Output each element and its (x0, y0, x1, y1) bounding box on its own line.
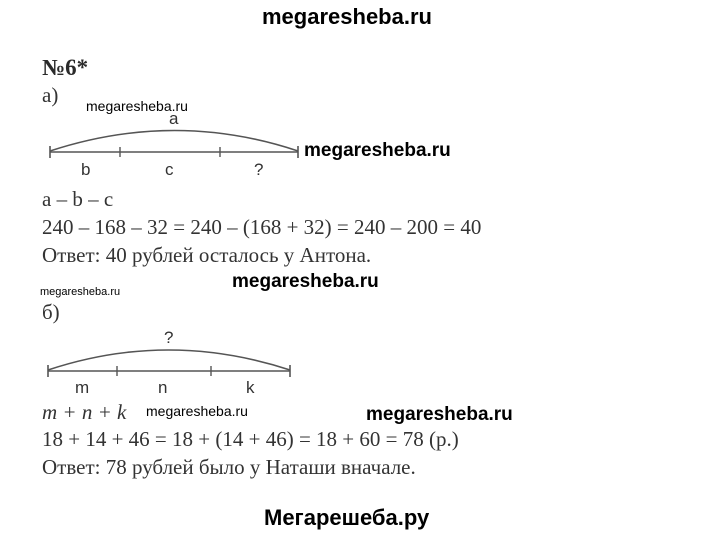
watermark-b-right: megaresheba.ru (366, 404, 513, 425)
watermark-bottom: Мегарешеба.ру (264, 505, 430, 530)
part-a-answer: Ответ: 40 рублей осталось у Антона. (42, 243, 372, 267)
part-a-segment-label: ? (254, 160, 264, 179)
part-b-segment-label: k (246, 378, 255, 397)
part-b-expression: m + n + k (42, 400, 127, 424)
watermark-top: megaresheba.ru (262, 4, 432, 29)
part-a-top-label: a (169, 109, 179, 128)
watermark-mid-center: megaresheba.ru (232, 271, 379, 292)
part-a-label: а) (42, 83, 59, 107)
part-b-brace-arc (48, 350, 290, 370)
problem-number: №6* (42, 55, 89, 80)
watermark-a-right: megaresheba.ru (304, 140, 451, 161)
watermark-b-small: megaresheba.ru (146, 403, 248, 419)
watermark-a-small: megaresheba.ru (86, 98, 188, 114)
part-b-segment-label: n (158, 378, 168, 397)
part-b-answer: Ответ: 78 рублей было у Наташи вначале. (42, 455, 416, 479)
part-b-calculation: 18 + 14 + 46 = 18 + (14 + 46) = 18 + 60 = 78 (р.) (42, 427, 459, 451)
watermark-mid-left: megaresheba.ru (40, 286, 121, 298)
part-a-brace-arc (50, 131, 298, 152)
part-a-calculation: 240 – 168 – 32 = 240 – (168 + 32) = 240 – 200 = 40 (42, 215, 482, 239)
part-a-expression: a – b – c (42, 187, 114, 211)
part-b-label: б) (42, 300, 60, 324)
part-b-segment-label: m (75, 378, 90, 397)
part-b-top-label: ? (164, 328, 174, 347)
part-a-segment-label: b (81, 160, 91, 179)
part-a-segment-label: c (165, 160, 174, 179)
